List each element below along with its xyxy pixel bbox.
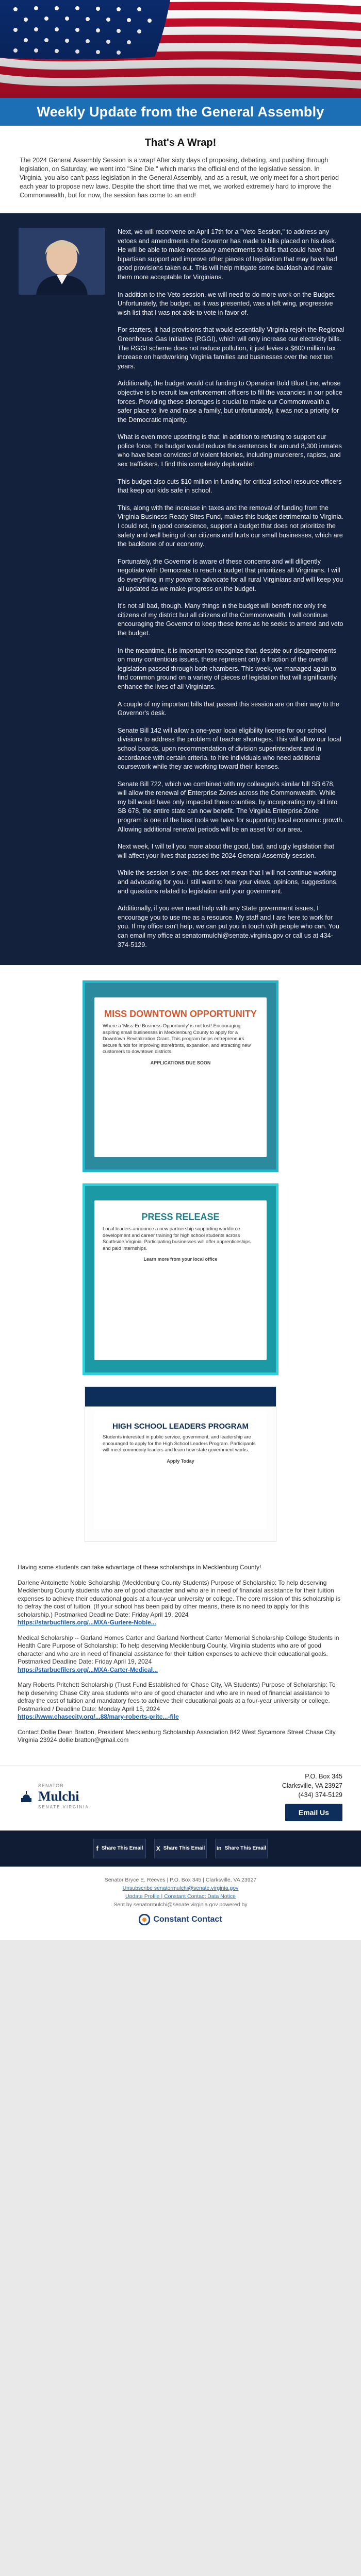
scholarship-item: Mary Roberts Pritchett Scholarship (Trust Fund Established for Chase City, VA Students) Purpose of Scholarship: To help deserving Chase City area students who are of good character and who are in need of financial assistance to defray the cost of tuition and mandatory fees to achieve their educational goals at a four-year university or college. Postmarked / Deadline Date: Monday April 15, 2024 https://www.chasecity.org/...88/mary-roberts-pritc...-file [18, 1681, 336, 1721]
scholarships-section [0, 1558, 361, 1765]
contact-info [282, 1772, 342, 1821]
message-paragraph: What is even more upsetting is that, in addition to refusing to support our police force, the budget would reduce the sentences for around 8,300 inmates who have been convicted of violent felonies, including murderers, rapists, and sex traffickers. I find this completely deplorable! [118, 433, 342, 468]
capitol-icon [19, 1789, 34, 1804]
footer-address: Senator Bryce E. Reeves | P.O. Box 345 | Clarksville, VA 23927 [104, 1876, 257, 1883]
sent-by-text: Sent by senatormulchi@senate.virginia.gov powered by [113, 1901, 248, 1908]
email-us-button[interactable]: Email Us [285, 1804, 342, 1821]
scholarship-contact: Contact Dollie Dean Bratton, President Mecklenburg Scholarship Association 842 West Sycamore Street Chase City, Virginia 23924 dollie.bratton@gmail.com [18, 1728, 337, 1744]
constant-contact-logo[interactable]: Constant Contact [139, 1914, 222, 1925]
facebook-icon: f [96, 1844, 99, 1853]
message-paragraph: Additionally, if you ever need help with any State government issues, I encourage you to use me as a resource. My staff and I are here to work for you. If my office can't help, we can put you in touch with people who can. You can email my office at senatormulchi@senate.virginia.gov or call us at 434-374-5129. [118, 905, 339, 948]
scholarships-intro: Having some students can take advantage of these scholarships in Mecklenburg County! [18, 1564, 261, 1571]
senator-message-block [0, 213, 361, 965]
address-line-1: P.O. Box 345 [305, 1772, 342, 1780]
message-paragraph: Fortunately, the Governor is aware of these concerns and will diligently negotiate with Democrats to reach a budget that prioritizes all Virginians. I will do everything in my power to advocate for all rural Virginians and will keep you all updated as we make progress on the budget. [118, 557, 343, 592]
american-flag-image [0, 0, 361, 98]
linkedin-icon: in [216, 1845, 222, 1852]
share-linkedin-button[interactable]: in Share This Email [215, 1839, 268, 1858]
share-bar [0, 1831, 361, 1867]
message-paragraph: This, along with the increase in taxes and the removal of funding from the Virginia Business Ready Sites Fund, makes this budget detrimental to Virginia. I could not, in good conscience, support a budget that does not prioritize the safety and well being of our citizens and hurts our small businesses, which are the backbone of our economy. [118, 504, 343, 548]
signature-small-text: SENATOR [38, 1783, 64, 1788]
share-x-button[interactable]: X Share This Email [154, 1839, 207, 1858]
flyer-press-release[interactable] [83, 1183, 278, 1375]
header-hero [0, 0, 361, 126]
message-paragraph: A couple of my important bills that passed this session are on their way to the Governor's desk. [118, 700, 339, 717]
flyer-header-bar [85, 1387, 276, 1406]
unsubscribe-link[interactable]: Unsubscribe senatormulchi@senate.virginia.gov [122, 1885, 239, 1891]
flyer-headline: MISS DOWNTOWN OPPORTUNITY [104, 1009, 257, 1020]
address-line-2: Clarksville, VA 23927 [282, 1782, 342, 1789]
flyer-headline: HIGH SCHOOL LEADERS PROGRAM [112, 1422, 249, 1431]
message-paragraph: Next, we will reconvene on April 17th for a "Veto Session," to address any vetoes and amendments the Governor has made to bills placed on his desk. He will be able to make necessary amendments to bills that could have had bipartisan support and improve other pieces of legislation that may have had good provisions taken out. This will help mitigate some backlash and make them more acceptable for Virginians. [118, 228, 337, 281]
message-paragraph: This budget also cuts $10 million in funding for critical school resource officers that keep our kids safe in school. [118, 478, 342, 495]
scholarship-item: Darlene Antoinette Noble Scholarship (Mecklenburg County Students) Purpose of Scholarship: To help deserving Mecklenburg County students who are of good character and who are in need of financial assistance for their tuition expenses to achieve their educational goals at a four-year university or college. The core mission of this scholarship is to defray the cost of tuition. (If your school has been paid by other means, there is no need to apply for this scholarship.) Postmarked Deadline Date: Friday April 19, 2024 https://starbucfilers.org/...MXA-Gurlere-Noble... [18, 1579, 341, 1626]
message-paragraph: While the session is over, this does not mean that I will not continue working and advocating for you. I still want to hear your views, opinions, suggestions, and questions related to legislation and your government. [118, 869, 338, 895]
message-paragraph: In addition to the Veto session, we will need to do more work on the Budget. Unfortunately, the budget, as it was presented, was a left wing, progressive wish list that I was not able to vote in favor of. [118, 291, 336, 316]
message-paragraph: Next week, I will tell you more about the good, bad, and ugly legislation that will affect your lives that passed the 2024 General Assembly session. [118, 843, 335, 859]
flyer-body: Where a 'Miss-Ed Business Opportunity' is not lost! Encouraging aspiring small businesses in Mecklenburg County to apply for a Downtown Revitalization Grant. This program helps entrepreneurs secure funds for improving storefronts, expansion, and attracting new customers to downtown districts. [103, 1023, 251, 1055]
flyer-body: Local leaders announce a new partnership supporting workforce development and career training for high school students across Southside Virginia. Participating businesses will offer apprenticeships and paid internships. [103, 1226, 251, 1251]
scholarship-link[interactable]: https://www.chasecity.org/...88/mary-roberts-pritc...-file [18, 1713, 179, 1721]
senator-logo [19, 1782, 89, 1811]
intro-section [0, 156, 361, 200]
update-profile-link[interactable]: Update Profile | Constant Contact Data Notice [125, 1893, 236, 1900]
senator-photo [19, 228, 105, 295]
message-paragraph: Additionally, the budget would cut funding to Operation Bold Blue Line, whose objective is to recruit law enforcement officers to fill the vacancies in our police forces. Providing these shortages is crucial to make our Commonwealth a safer place to live and raise a family, but unfortunately, it was not a priority for the Democratic majority. [118, 380, 342, 423]
x-icon: X [156, 1844, 160, 1852]
signature-block [0, 1765, 361, 1831]
banner-title: Weekly Update from the General Assembly [0, 98, 361, 126]
message-paragraph: It's not all bad, though. Many things in the budget will benefit not only the citizens of my district but all citizens of the Commonwealth. I will continue encouraging the Governor to keep these items as he seeks to amend and veto the budget. [118, 602, 343, 637]
footer [0, 1867, 361, 1940]
scholarship-item: Medical Scholarship -- Garland Homes Carter and Garland Northcut Carter Memorial Scholarship College Students in Health Care Purpose of Scholarship: To help deserving Mecklenburg County, Virginia students who are of good character and who are in need of financial assistance for their tuition expenses to achieve their educational goals. Postmarked Deadline Date: Friday April 19, 2024 https://starbucfilers.org/...MXA-Carter-Medical... [18, 1634, 339, 1673]
message-paragraph: Senate Bill 722, which we combined with my colleague's similar bill SB 678, will allow the renewal of Enterprise Zones across the Commonwealth. While my bill would have only impacted three counties, by incorporating my bill into SB 678, the entire state can now benefit. The Virginia Enterprise Zone program is one of the best tools we have for supporting local economic growth. Allowing additional renewal periods will be an asset for our area. [118, 780, 344, 833]
signature-district: SENATE VIRGINIA [38, 1804, 89, 1809]
flyer-deadline: Apply Today [167, 1458, 194, 1464]
message-paragraph: In the meantime, it is important to recognize that, despite our disagreements on many contentious issues, these represent only a fraction of the overall legislation passed through both chambers. This week, we managed again to find common ground on a variety of pieces of legislation that will significantly enhance the lives of all Virginians. [118, 647, 337, 690]
message-paragraph: For starters, it had provisions that would essentially Virginia rejoin the Regional Greenhouse Gas Initiative (RGGI), which will only increase our electricity bills. The RGGI scheme does not reduce pollution, it just levies a $600 million tax increase on hardworking Virginia families and businesses over the next ten years. [118, 326, 344, 370]
intro-paragraph: The 2024 General Assembly Session is a wrap! After sixty days of proposing, debating, and pushing through legislation, on Saturday, we went into "Sine Die," which marks the official end of the legislative session. In Virginia, you also can't pass legislation in the General Assembly, and as a result, we only meet for a short period each year to propose new laws. Despite the short time that we met, we worked extremely hard to improve the Commonwealth, but for now, the session has come to an end! [20, 157, 339, 199]
share-facebook-button[interactable]: f Share This Email [93, 1839, 146, 1858]
flyer-headline: PRESS RELEASE [141, 1212, 220, 1223]
flyer-high-school-leaders[interactable] [85, 1386, 276, 1542]
scholarship-link[interactable]: https://starbucfilers.org/...MXA-Gurlere-Noble... [18, 1619, 156, 1626]
scholarship-link[interactable]: https://starbucfilers.org/...MXA-Carter-Medical... [18, 1666, 158, 1673]
page-title: That's A Wrap! [144, 137, 217, 148]
message-paragraph: Senate Bill 142 will allow a one-year local eligibility license for our school divisions to address the problem of teacher shortages. This will allow our local school boards, upon recommendation of division superintendent and in accordance with certain criteria, to hire individuals who need additional coursework while they are working toward their licenses. [118, 726, 341, 771]
flyer-deadline: APPLICATIONS DUE SOON [150, 1060, 211, 1065]
constant-contact-icon [139, 1914, 150, 1925]
signature-name: Mulchi [38, 1788, 79, 1804]
senator-message-text [118, 228, 344, 950]
phone-number: (434) 374-5129 [298, 1791, 342, 1799]
senator-portrait [19, 228, 105, 950]
flyer-downtown-opportunity[interactable] [83, 980, 278, 1172]
flyer-body: Students interested in public service, government, and leadership are encouraged to apply for the High School Leaders Program. Participants will meet community leaders and learn how state government works. [103, 1434, 256, 1453]
flyers-section [0, 965, 361, 1558]
flyer-deadline: Learn more from your local office [143, 1257, 218, 1262]
